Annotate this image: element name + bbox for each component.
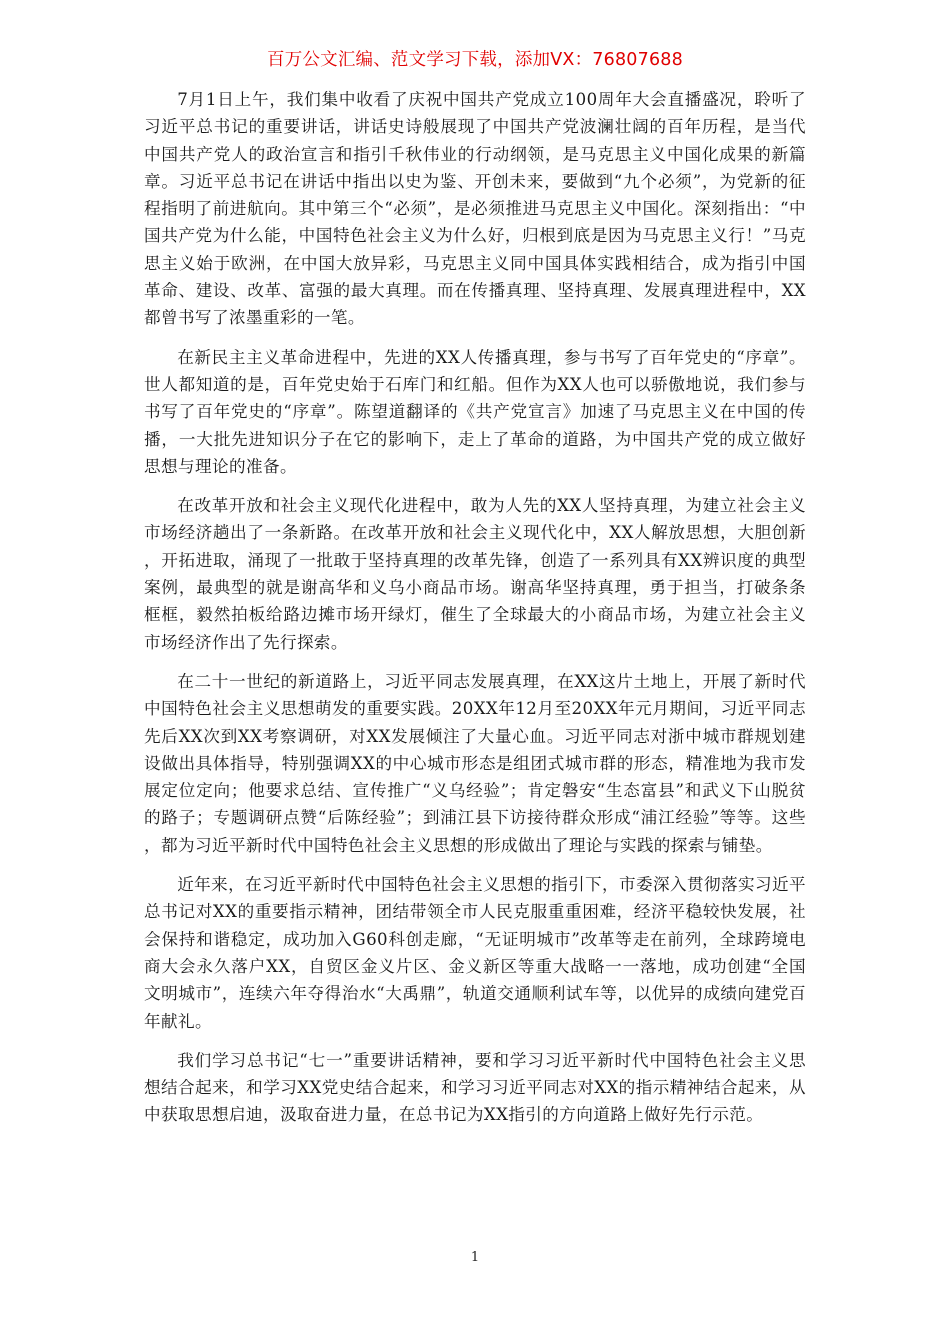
paragraph-1: 7月1日上午，我们集中收看了庆祝中国共产党成立100周年大会直播盛况，聆听了习近平总书记的重要讲话，讲话史诗般展现了中国共产党波澜壮阔的百年历程，是当代中国共产党人的政治宣言和指引千秋伟业的行动纲领，是马克思主义中国化成果的新篇章。习近平总书记在讲话中指出以史为鉴、开创未来，要做到“九个必须”，为党新的征程指明了前进航向。其中第三个“必须”，是必须推进马克思主义中国化。深刻指出：“中国共产党为什么能，中国特色社会主义为什么好，归根到底是因为马克思主义行！”马克思主义始于欧洲，在中国大放异彩，马克思主义同中国具体实践相结合，成为指引中国革命、建设、改革、富强的最大真理。而在传播真理、坚持真理、发展真理进程中，XX都曾书写了浓墨重彩的一笔。 xyxy=(144,90,806,328)
paragraph-2: 在新民主主义革命进程中，先进的XX人传播真理，参与书写了百年党史的“序章”。世人都知道的是，百年党史始于石库门和红船。但作为XX人也可以骄傲地说，我们参与书写了百年党史的“序章”。陈望道翻译的《共产党宣言》加速了马克思主义在中国的传播，一大批先进知识分子在它的影响下，走上了革命的道路，为中国共产党的成立做好思想与理论的准备。 xyxy=(144,347,806,476)
document-body xyxy=(144,86,806,1141)
page-number: 1 xyxy=(470,1250,480,1265)
paragraph-5: 近年来，在习近平新时代中国特色社会主义思想的指引下，市委深入贯彻落实习近平总书记对XX的重要指示精神，团结带领全市人民克服重重困难，经济平稳较快发展，社会保持和谐稳定，成功加入G60科创走廊，“无证明城市”改革等走在前列，全球跨境电商大会永久落户XX，自贸区金义片区、金义新区等重大战略一一落地，成功创建“全国文明城市”，连续六年夺得治水“大禹鼎”，轨道交通顺利试车等，以优异的成绩向建党百年献礼。 xyxy=(144,875,806,1031)
paragraph-6: 我们学习总书记“七一”重要讲话精神，要和学习习近平新时代中国特色社会主义思想结合起来，和学习XX党史结合起来，和学习习近平同志对XX的指示精神结合起来，从中获取思想启迪，汲取奋进力量，在总书记为XX指引的方向道路上做好先行示范。 xyxy=(144,1050,806,1125)
paragraph-4: 在二十一世纪的新道路上，习近平同志发展真理，在XX这片土地上，开展了新时代中国特色社会主义思想萌发的重要实践。20XX年12月至20XX年元月期间，习近平同志先后XX次到XX考察调研，对XX发展倾注了大量心血。习近平同志对浙中城市群规划建设做出具体指导，特别强调XX的中心城市形态是组团式城市群的形态，精准地为我市发展定位定向；他要求总结、宣传推广“义乌经验”；肯定磐安“生态富县”和武义下山脱贫的路子；专题调研点赞“后陈经验”；到浦江县下访接待群众形成“浦江经验”等等。这些，都为习近平新时代中国特色社会主义思想的形成做出了理论与实践的探索与铺垫。 xyxy=(144,671,806,855)
header-banner: 百万公文汇编、范文学习下载，添加VX：76807688 xyxy=(267,50,683,70)
paragraph-3: 在改革开放和社会主义现代化进程中，敢为人先的XX人坚持真理，为建立社会主义市场经济趟出了一条新路。在改革开放和社会主义现代化中，XX人解放思想，大胆创新，开拓进取，涌现了一批敢于坚持真理的改革先锋，创造了一系列具有XX辨识度的典型案例，最典型的就是谢高华和义乌小商品市场。谢高华坚持真理，勇于担当，打破条条框框，毅然拍板给路边摊市场开绿灯，催生了全球最大的小商品市场，为建立社会主义市场经济作出了先行探索。 xyxy=(144,496,806,652)
